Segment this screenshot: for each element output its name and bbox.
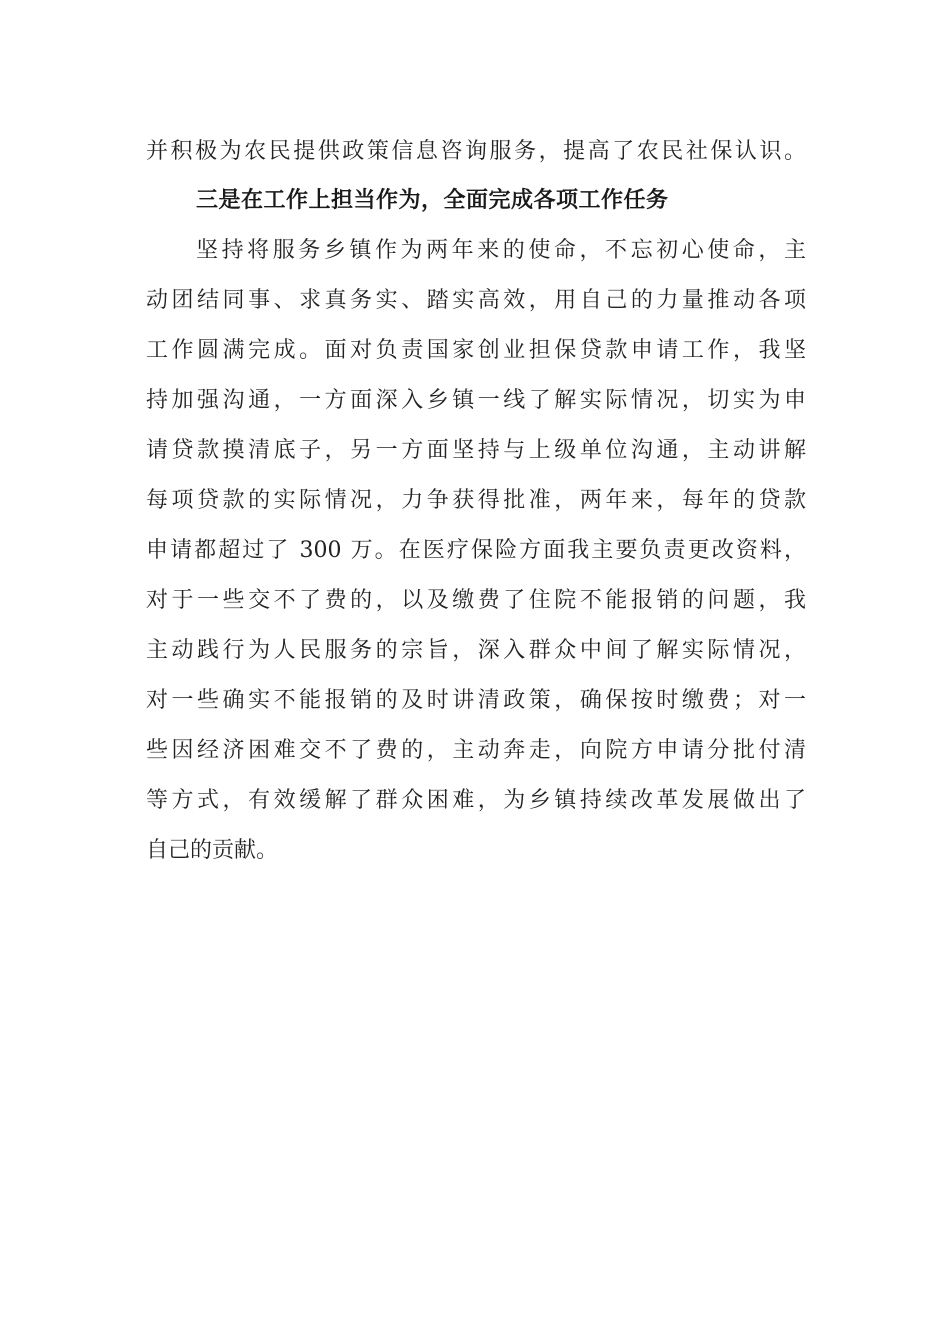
section-heading: 三是在工作上担当作为，全面完成各项工作任务: [196, 188, 669, 213]
intro-line: 并积极为农民提供政策信息咨询服务，提高了农民社保认识。: [146, 139, 806, 164]
paragraph-line-2: 动团结同事、求真务实、踏实高效，用自己的力量推动各项: [146, 288, 806, 313]
paragraph-line-5: 请贷款摸清底子，另一方面坚持与上级单位沟通，主动讲解: [146, 438, 806, 463]
paragraph-line-10: 对一些确实不能报销的及时讲清政策，确保按时缴费；对一: [146, 688, 806, 713]
paragraph-line-8: 对于一些交不了费的，以及缴费了住院不能报销的问题，我: [146, 588, 806, 613]
paragraph-line-7: 申请都超过了 300 万。在医疗保险方面我主要负责更改资料，: [146, 538, 806, 563]
paragraph-line-12: 等方式，有效缓解了群众困难，为乡镇持续改革发展做出了: [146, 788, 806, 813]
paragraph-line-1: 坚持将服务乡镇作为两年来的使命，不忘初心使命，主: [196, 238, 806, 263]
paragraph-line-13: 自己的贡献。: [146, 838, 279, 863]
paragraph-line-4: 持加强沟通，一方面深入乡镇一线了解实际情况，切实为申: [146, 388, 806, 413]
paragraph-line-9: 主动践行为人民服务的宗旨，深入群众中间了解实际情况，: [146, 638, 806, 663]
paragraph-line-6: 每项贷款的实际情况，力争获得批准，两年来，每年的贷款: [146, 488, 806, 513]
paragraph-line-11: 些因经济困难交不了费的，主动奔走，向院方申请分批付清: [146, 738, 806, 763]
paragraph-line-3: 工作圆满完成。面对负责国家创业担保贷款申请工作，我坚: [146, 338, 806, 363]
